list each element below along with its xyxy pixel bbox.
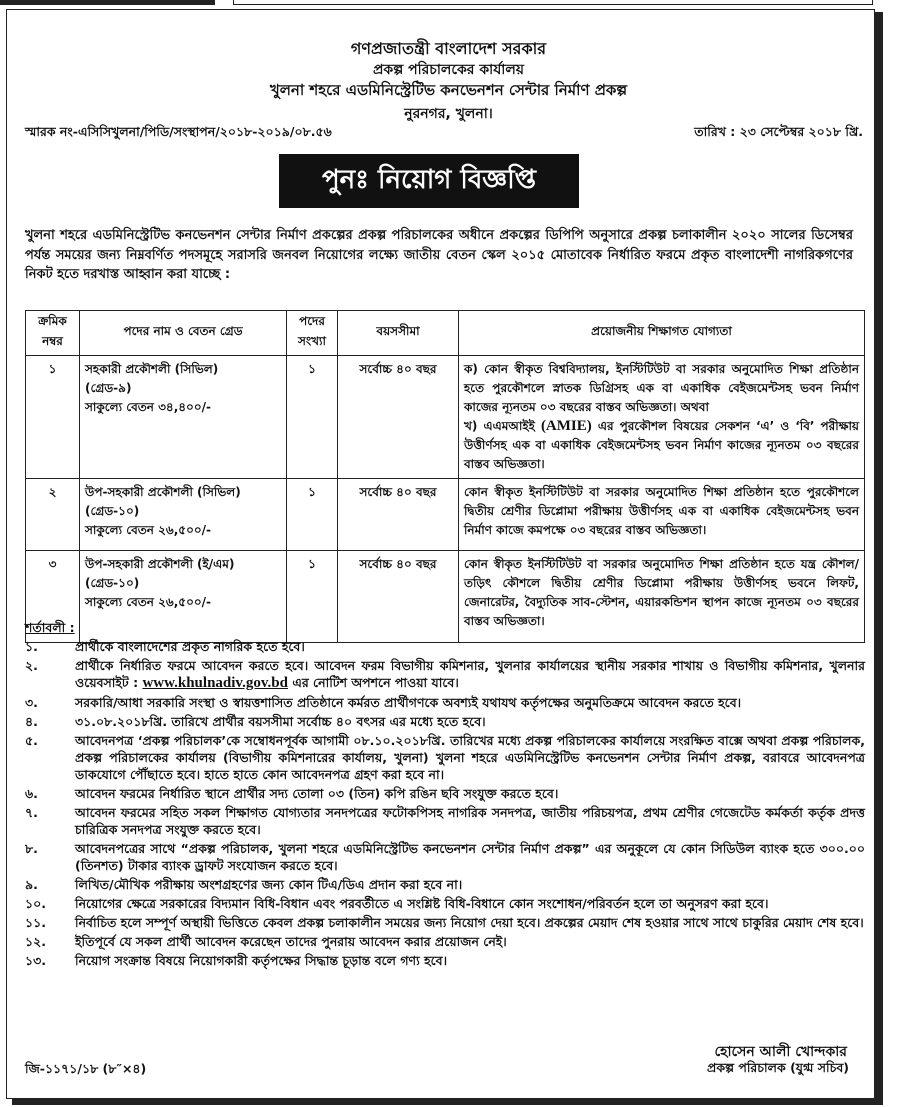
top-rule-left [0,0,215,5]
qualification-b [464,417,859,474]
term-number: ১. [25,639,38,654]
post-grade: (গ্রেড-৯) [85,381,132,395]
post-name: উপ-সহকারী প্রকৌশলী (সিভিল) [85,485,241,499]
header-post: পদের নাম ও বেতন গ্রেড [80,311,287,356]
post-grade: (গ্রেড-১০) [85,576,140,590]
post-salary: সাকুল্যে বেতন ২৬,৫০০/- [85,523,212,537]
term-text: নিয়োগের ক্ষেত্রে সরকারের বিদ্যমান বিধি-বিধান এবং পরবর্তীতে এ সংশ্লিষ্ট বিধি-বিধানে কোন সংশোধন/পরিবর্তন হলে তা অনুসরণ করা হবে। [75,896,769,911]
term-number: ৫. [25,733,38,748]
list-item [25,914,865,931]
cell-count: ১ [287,479,338,551]
term-text-suffix: এর নোটিশ অপশনে পাওয়া যাবে। [292,675,459,690]
terms-heading: শর্তাবলী : [25,620,75,635]
cell-qualification: কোন স্বীকৃত ইনস্টিটিউট বা সরকার অনুমোদিত শিক্ষা প্রতিষ্ঠান হতে যন্ত্র কৌশল/তড়িৎ কৌশলে দ্বিতীয় শ্রেণীর ডিপ্লোমা পরীক্ষায় উত্তীর্ণসহ ভবনে লিফট, জেনারেটর, বৈদ্যুতিক সাব-স্টেশন, এয়ারকন্ডিশন স্থাপন কাজে ন্যূনতম ০৩ বছরের বাস্তব অভিজ্ঞতা। [459,551,865,643]
header-qualification: প্রয়োজনীয় শিক্ষাগত যোগ্যতা [459,311,865,356]
term-number: ২. [25,658,38,673]
term-number: ৩. [25,695,38,710]
term-text: সরকারি/আধা সরকারি সংস্থা ও স্বায়ত্তশাসিত প্রতিষ্ঠানে কর্মরত প্রার্থীগণকে অবশ্যই যথাযথ কর্তৃপক্ষের অনুমতিক্রমে আবেদন করতে হবে। [75,695,742,710]
post-name: সহকারী প্রকৌশলী (সিভিল) [85,362,219,376]
cell-age: সর্বোচ্চ ৪০ বছর [338,479,459,551]
cell-count: ১ [287,356,338,479]
term-number: ৮. [25,841,38,856]
cell-post [80,551,287,643]
list-item [25,840,865,874]
website-link[interactable]: www.khulnadiv.gov.bd [142,675,288,691]
signatory-name: হোসেন আলী খোন্দকার [714,1044,847,1060]
qualification-a: ক) কোন স্বীকৃত বিশ্ববিদ্যালয়, ইনস্টিটিউট বা সরকার অনুমোদিত শিক্ষা প্রতিষ্ঠান হতে পুরকৌশলে স্নাতক ডিগ্রিসহ এক বা একাধিক বেইজমেন্টসহ ভবন নির্মাণ কাজের ন্যূনতম ০৩ বছরের বাস্তব অভিজ্ঞতা। অথবা [464,362,859,414]
footer-code: জি-১১৭১/১৮ (৮″×৪) [25,1061,147,1076]
term-number: ৬. [25,786,38,801]
signatory-title: প্রকল্প পরিচালক (যুগ্ম সচিব) [707,1060,849,1075]
term-text: প্রার্থীকে বাংলাদেশের প্রকৃত নাগরিক হতে হবে। [75,639,305,654]
terms-list [25,638,865,971]
cell-qualification [459,356,865,479]
cell-serial: ৩ [26,551,80,643]
list-item [25,638,865,655]
table-row [26,356,865,479]
header-serial: ক্রমিক নম্বর [26,311,80,356]
cell-count: ১ [287,551,338,643]
term-text: নির্বাচিত হলে সম্পূর্ণ অস্থায়ী ভিত্তিতে কেবল প্রকল্প চলাকালীন সময়ের জন্য নিয়োগ দেয়া হবে। প্রকল্পের মেয়াদ শেষ হওয়ার সাথে সাথে চাকুরির মেয়াদ শেষ হবে। [75,915,864,930]
term-number: ৭. [25,805,38,820]
cell-age: সর্বোচ্চ ৪০ বছর [338,356,459,479]
posts-table [25,310,865,643]
table-row [26,479,865,551]
top-rule-right [233,0,873,5]
term-text-prefix: প্রার্থীকে নির্ধারিত ফরমে আবেদন করতে হবে। আবেদন ফরম বিভাগীয় কমিশনার, খুলনার কার্যালয়ের স্থানীয় সরকার শাখায় ও বিভাগীয় কমিশনার, খুলনার ওয়েবসাইট : [75,658,865,690]
table-header-row [26,311,865,356]
post-salary: সাকুল্যে বেতন ২৬,৫০০/- [85,595,212,609]
cell-serial: ১ [26,356,80,479]
term-text: ইতিপূর্বে যে সকল প্রার্থী আবেদন করেছেন তাদের পুনরায় আবেদন করার প্রয়োজন নেই। [75,934,507,949]
intro-paragraph: খুলনা শহরে এডমিনিস্ট্রেটিভ কনভেনশন সেন্টার নির্মাণ প্রকল্পের প্রকল্প পরিচালকের অধীনে প্রকল্পের ডিপিপি অনুসারে প্রকল্প চলাকালীন ২০২০ সালের ডিসেম্বর পর্যন্ত সময়ের জন্য নিম্নবর্ণিত পদসমূহে সরাসরি জনবল নিয়োগের লক্ষ্যে জাতীয় বেতন স্কেল ২০১৫ মোতাবেক নির্ধারিত ফরমে প্রকৃত বাংলাদেশী নাগরিকগণের নিকট হতে দরখাস্ত আহ্বান করা যাচ্ছে : [25,228,853,282]
term-number: ১১. [25,915,46,930]
qualification-b-amie: (AMIE) [540,418,592,434]
post-salary: সাকুল্যে বেতন ৩৪,৪০০/- [85,400,212,414]
notice-title: পুনঃ নিয়োগ বিজ্ঞপ্তি [279,154,579,208]
table-row [26,551,865,643]
list-item [25,657,865,692]
term-text: আবেদনপত্রের সাথে “প্রকল্প পরিচালক, খুলনা শহরে এডমিনিস্ট্রেটিভ কনভেনশন সেন্টার নির্মাণ প্রকল্প” এর অনুকূলে যে কোন সিডিউল ব্যাংক হতে ৩০০.০০ (তিনশত) টাকার ব্যাংক ড্রাফট সংযোজন করতে হবে। [75,841,865,873]
cell-qualification: কোন স্বীকৃত ইনস্টিটিউট বা সরকার অনুমোদিত শিক্ষা প্রতিষ্ঠান হতে পুরকৌশলে দ্বিতীয় শ্রেণীর ডিপ্লোমা পরীক্ষায় উত্তীর্ণসহ এক বা একাধিক বেইজমেন্টসহ ভবন নির্মাণ কাজে কমপক্ষে ০৩ বছরের বাস্তব অভিজ্ঞতা। [459,479,865,551]
list-item [25,694,865,711]
list-item [25,895,865,912]
header-office: প্রকল্প পরিচালকের কার্যালয় [372,62,525,78]
cell-serial: ২ [26,479,80,551]
notice-date: তারিখ : ২৩ সেপ্টেম্বর ২০১৮ খ্রি. [694,124,863,139]
term-number: ১০. [25,896,46,911]
term-number: ৯. [25,877,38,892]
list-item [25,804,865,838]
header-project: খুলনা শহরে এডমিনিস্ট্রেটিভ কনভেনশন সেন্টার নির্মাণ প্রকল্প [269,81,628,99]
header-age: বয়সসীমা [338,311,459,356]
header-count: পদের সংখ্যা [287,311,338,356]
term-text: ৩১.০৮.২০১৮খ্রি. তারিখে প্রার্থীর বয়সসীমা সর্বোচ্চ ৪০ বৎসর এর মধ্যে হতে হবে। [75,714,486,729]
frame-shadow-right [875,12,883,1102]
list-item [25,952,865,969]
list-item [25,713,865,730]
header-government: গণপ্রজাতন্ত্রী বাংলাদেশ সরকার [350,39,547,58]
qualification-b-prefix: খ) এএমআইই [464,419,535,433]
term-text: আবেদন ফরমের নির্ধারিত স্থানে প্রার্থীর সদ্য তোলা ০৩ (তিন) কপি রঙিন ছবি সংযুক্ত করতে হবে। [75,786,559,801]
term-number: ১২. [25,934,46,949]
memo-number: স্মারক নং-এসিসিখুলনা/পিডি/সংস্থাপন/২০১৮-২০১৯/০৮.৫৬ [25,124,332,139]
list-item [25,876,865,893]
term-text [75,657,865,692]
term-text: আবেদন ফরমের সহিত সকল শিক্ষাগত যোগ্যতার সনদপত্রের ফটোকপিসহ নাগরিক সনদপত্র, জাতীয় পরিচয়পত্র, প্রথম শ্রেণীর গেজেটেড কর্মকর্তা কর্তৃক প্রদত্ত চারিত্রিক সনদপত্র সংযুক্ত করতে হবে। [75,805,865,837]
term-number: ১৩. [25,953,46,968]
cell-post [80,356,287,479]
term-text: লিখিত/মৌখিক পরীক্ষায় অংশগ্রহণের জন্য কোন টিএ/ডিএ প্রদান করা হবে না। [75,877,463,892]
term-text: আবেদনপত্র ‘প্রকল্প পরিচালক’কে সম্বোধনপূর্বক আগামী ০৮.১০.২০১৮খ্রি. তারিখের মধ্যে প্রকল্প পরিচালকের কার্যালয়ে সংরক্ষিত বাক্সে অথবা প্রকল্প পরিচালক, প্রকল্প পরিচালকের কার্যালয় (বিভাগীয় কমিশনারের কার্যালয়, খুলনা) খুলনা শহরে এডমিনিস্ট্রেটিভ কনভেনশন সেন্টার নির্মাণ প্রকল্প, বরাবরে আবেদনপত্র ডাকযোগে পৌঁছাতে হবে। হাতে হাতে কোন আবেদনপত্র গ্রহণ করা হবে না। [75,733,865,782]
header-address: নুরনগর, খুলনা। [404,106,493,122]
list-item [25,785,865,802]
term-number: ৪. [25,714,38,729]
frame-shadow-bottom [12,1099,883,1105]
term-text: নিয়োগ সংক্রান্ত বিষয়ে নিয়োগকারী কর্তৃপক্ষের সিদ্ধান্ত চূড়ান্ত বলে গণ্য হবে। [75,953,448,968]
post-name: উপ-সহকারী প্রকৌশলী (ই/এম) [85,557,235,571]
qualification-b-suffix: এর পুরকৌশল বিষয়ের সেকশন ‘এ’ ও ‘বি’ পরীক্ষায় উত্তীর্ণসহ এক বা একাধিক বেইজমেন্টসহ ভবন নির্মাণ কাজের ন্যূনতম ০৩ বছরের বাস্তব অভিজ্ঞতা। [464,419,859,471]
list-item [25,933,865,950]
cell-post [80,479,287,551]
list-item [25,732,865,783]
post-grade: (গ্রেড-১০) [85,504,140,518]
cell-age: সর্বোচ্চ ৪০ বছর [338,551,459,643]
